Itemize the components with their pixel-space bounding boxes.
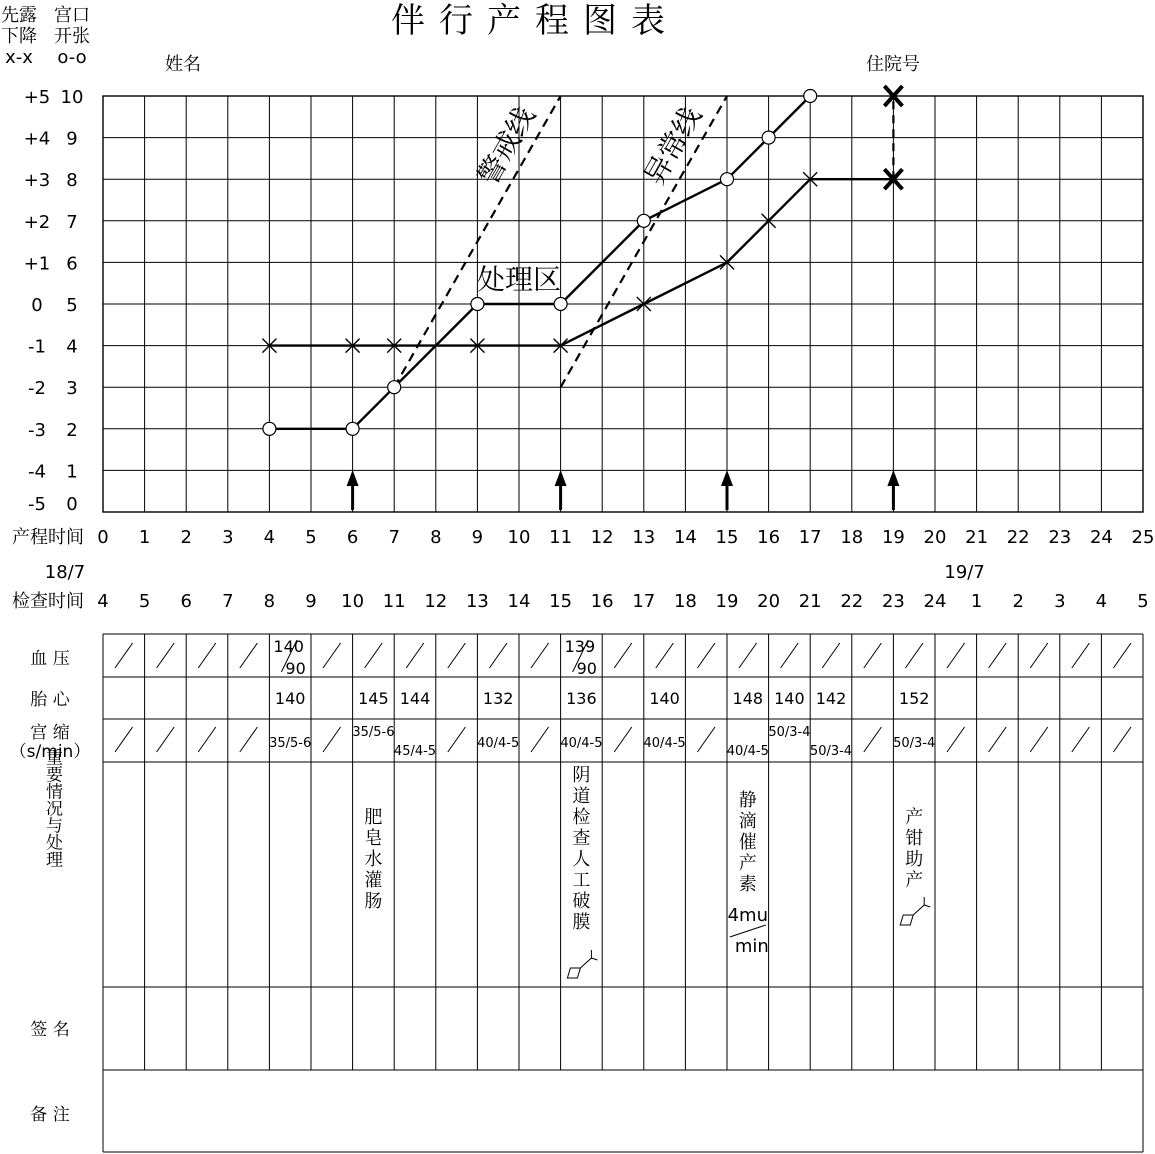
- event-note-char: 肠: [364, 891, 383, 912]
- contraction-value: 50/3-4: [893, 736, 936, 751]
- event-note-char: 灌: [364, 870, 383, 891]
- x-tick-label: 23: [1048, 527, 1072, 548]
- exam-hour-label: 13: [465, 591, 489, 612]
- event-note-char: 道: [572, 786, 591, 807]
- x-tick-label: 10: [507, 527, 531, 548]
- contraction-value: 40/4-5: [560, 736, 603, 751]
- contraction-empty-slash: [947, 727, 965, 752]
- dilation-column-header: 宫口: [54, 5, 90, 26]
- dilation-point: [804, 90, 817, 103]
- exam-hour-label: 17: [632, 591, 656, 612]
- exam-date-next: 19/7: [944, 562, 985, 583]
- descent-tick-label: +1: [23, 253, 51, 275]
- fhr-value: 148: [732, 689, 764, 708]
- event-note: [572, 765, 590, 933]
- x-tick-label: 13: [632, 527, 656, 548]
- x-tick-label: 25: [1131, 527, 1155, 548]
- bp-empty-slash: [198, 643, 216, 668]
- bp-empty-slash: [739, 643, 757, 668]
- x-tick-label: 20: [923, 527, 947, 548]
- event-note: [905, 807, 923, 891]
- x-tick-label: 5: [305, 527, 317, 548]
- event-note-char: 钳: [905, 828, 924, 849]
- bp-diastolic: 90: [285, 659, 306, 678]
- bp-empty-slash: [1072, 643, 1090, 668]
- exam-hour-label: 19: [715, 591, 739, 612]
- bp-empty-slash: [697, 643, 715, 668]
- series-layer: [262, 86, 902, 510]
- forceps-icon-handle: [913, 897, 930, 915]
- exam-hour-label: 8: [263, 591, 276, 612]
- event-note-char: 产: [738, 853, 757, 874]
- exam-hour-label: 10: [341, 591, 365, 612]
- bp-systolic: 140: [273, 637, 304, 656]
- event-note-char: 检: [572, 807, 591, 828]
- fhr-value: 142: [815, 689, 847, 708]
- event-note-char: 查: [572, 828, 591, 849]
- contraction-empty-slash: [240, 727, 258, 752]
- contraction-value: 40/4-5: [477, 736, 520, 751]
- contraction-empty-slash: [1113, 727, 1131, 752]
- x-tick-label: 18: [840, 527, 864, 548]
- contraction-empty-slash: [157, 727, 175, 752]
- event-note-char: 静: [738, 790, 757, 811]
- header: [1, 1, 920, 75]
- contraction-value: 50/3-4: [768, 725, 811, 740]
- descent-tick-label: -3: [28, 419, 46, 441]
- dose-numerator: 4mu: [727, 905, 769, 926]
- contraction-value: 50/3-4: [809, 744, 853, 759]
- descent-column-header: 下降: [1, 26, 37, 47]
- admission-number-label: 住院号: [866, 54, 920, 75]
- fhr-value: 144: [399, 689, 431, 708]
- x-tick-label: 19: [881, 527, 905, 548]
- exam-hour-label: 4: [97, 591, 109, 612]
- contraction-value: 35/5-6: [352, 725, 395, 740]
- event-arrow-head: [347, 470, 359, 486]
- forceps-icon-handle: [580, 950, 597, 968]
- dilation-tick-label: 10: [60, 87, 84, 108]
- forceps-icon-blade: [567, 968, 580, 978]
- contraction-empty-slash: [864, 727, 882, 752]
- exam-hour-label: 22: [840, 591, 864, 612]
- dilation-tick-label: 6: [66, 253, 78, 275]
- event-note-char: 工: [572, 870, 591, 891]
- x-tick-label: 12: [590, 527, 614, 548]
- x-tick-label: 16: [757, 527, 781, 548]
- descent-column-header: 先露: [1, 5, 37, 26]
- exam-hour-label: 23: [881, 591, 905, 612]
- event-note-char: 产: [905, 870, 924, 891]
- exam-hour-label: 2: [1012, 591, 1024, 612]
- bp-empty-slash: [531, 643, 549, 668]
- contraction-unit-label: （s/min）: [9, 742, 91, 762]
- descent-tick-label: -4: [28, 461, 46, 483]
- descent-tick-label: +5: [23, 87, 51, 108]
- forceps-icon-blade: [900, 915, 913, 925]
- remarks-row-label: 备 注: [30, 1105, 70, 1125]
- x-tick-label: 4: [263, 527, 276, 548]
- exam-hour-label: 16: [590, 591, 614, 612]
- x-tick-label: 24: [1089, 527, 1113, 548]
- event-note-char: 破: [572, 891, 591, 912]
- sign-row-label: 签 名: [30, 1020, 70, 1040]
- descent-tick-label: +4: [23, 128, 51, 150]
- dilation-tick-label: 5: [66, 295, 78, 316]
- reference-line-label: 警戒线: [471, 101, 542, 191]
- bp-empty-slash: [323, 643, 341, 668]
- contraction-empty-slash: [614, 727, 632, 752]
- exam-hour-label: 12: [424, 591, 448, 612]
- descent-tick-label: 0: [31, 295, 43, 316]
- event-note-char: 阴: [572, 765, 591, 786]
- exam-hour-label: 5: [1137, 591, 1149, 612]
- contraction-value: 45/4-5: [393, 744, 437, 759]
- axis-labels: [12, 87, 1154, 548]
- contraction-empty-slash: [198, 727, 216, 752]
- page-title: 伴行产程图表: [391, 1, 679, 41]
- fhr-row-label: 胎 心: [30, 690, 70, 710]
- x-axis-label: 产程时间: [12, 527, 84, 548]
- bp-empty-slash: [822, 643, 840, 668]
- exam-hour-label: 18: [673, 591, 697, 612]
- bp-empty-slash: [947, 643, 965, 668]
- event-note-char: 产: [905, 807, 924, 828]
- bp-empty-slash: [115, 643, 133, 668]
- bp-empty-slash: [656, 643, 674, 668]
- bp-diastolic: 90: [576, 659, 597, 678]
- dilation-column-header: o-o: [57, 47, 87, 68]
- fhr-value: 140: [774, 689, 805, 708]
- contraction-empty-slash: [448, 727, 466, 752]
- name-label: 姓名: [165, 54, 201, 75]
- x-tick-label: 17: [798, 527, 822, 548]
- bp-row-label: 血 压: [30, 649, 70, 669]
- fhr-value: 145: [358, 689, 389, 708]
- bp-empty-slash: [781, 643, 799, 668]
- contraction-row-label: 宫 缩: [30, 723, 70, 743]
- bp-empty-slash: [240, 643, 258, 668]
- descent-column-header: x-x: [5, 47, 33, 68]
- x-tick-label: 9: [471, 527, 484, 548]
- exam-hour-label: 6: [180, 591, 192, 612]
- contraction-empty-slash: [1030, 727, 1048, 752]
- descent-tick-label: +3: [23, 170, 51, 192]
- events-row-label: 重要情况与处理: [42, 748, 62, 868]
- bp-empty-slash: [989, 643, 1007, 668]
- event-note: [739, 790, 757, 895]
- exam-hour-label: 5: [138, 591, 151, 612]
- fhr-value: 132: [482, 689, 514, 708]
- descent-tick-label: +2: [23, 211, 51, 233]
- x-tick-label: 1: [138, 527, 151, 548]
- dilation-point: [388, 381, 401, 394]
- contraction-empty-slash: [115, 727, 133, 752]
- contraction-empty-slash: [531, 727, 549, 752]
- dilation-point: [762, 131, 775, 144]
- fhr-value: 140: [274, 689, 306, 708]
- treatment-zone-label: 处理区: [476, 263, 562, 297]
- event-arrow: [887, 470, 899, 510]
- event-arrow-head: [721, 470, 733, 486]
- forceps-icon: [900, 897, 930, 925]
- forceps-icon: [567, 950, 597, 978]
- bp-empty-slash: [448, 643, 466, 668]
- bp-empty-slash: [1030, 643, 1048, 668]
- bp-empty-slash: [406, 643, 424, 668]
- x-tick-label: 21: [965, 527, 989, 548]
- exam-hour-label: 21: [798, 591, 822, 612]
- dilation-tick-label: 3: [66, 378, 78, 400]
- bp-empty-slash: [864, 643, 882, 668]
- event-note: [364, 807, 382, 912]
- exam-hour-label: 15: [549, 591, 573, 612]
- contraction-value: 35/5-6: [269, 736, 312, 751]
- x-tick-label: 0: [97, 527, 109, 548]
- exam-hour-label: 20: [757, 591, 781, 612]
- dilation-tick-label: 4: [66, 336, 78, 358]
- dilation-point: [263, 422, 276, 435]
- dilation-tick-label: 1: [66, 461, 78, 483]
- exam-hour-label: 7: [222, 591, 234, 612]
- event-note-char: 膜: [572, 912, 591, 933]
- x-tick-label: 22: [1006, 527, 1030, 548]
- descent-tick-label: -1: [28, 336, 46, 358]
- event-note-char: 助: [905, 849, 924, 870]
- dilation-tick-label: 0: [66, 494, 78, 515]
- exam-hour-label: 3: [1054, 591, 1066, 612]
- dilation-tick-label: 2: [66, 419, 78, 441]
- dilation-point: [346, 422, 359, 435]
- bp-empty-slash: [489, 643, 507, 668]
- dilation-tick-label: 7: [66, 211, 78, 233]
- reference-line-label: 异常线: [637, 101, 708, 191]
- event-note-char: 肥: [364, 807, 383, 828]
- exam-hour-label: 11: [382, 591, 406, 612]
- bp-empty-slash: [157, 643, 175, 668]
- bp-systolic: 139: [564, 637, 596, 656]
- event-note-char: 皂: [364, 828, 383, 849]
- exam-hour-label: 1: [970, 591, 983, 612]
- exam-hour-label: 4: [1095, 591, 1108, 612]
- bp-empty-slash: [1113, 643, 1131, 668]
- x-tick-label: 6: [346, 527, 359, 548]
- dilation-point: [554, 298, 567, 311]
- descent-tick-label: -5: [28, 494, 46, 515]
- descent-tick-label: -2: [28, 378, 46, 400]
- bp-empty-slash: [905, 643, 923, 668]
- contraction-empty-slash: [697, 727, 715, 752]
- record-table: [10, 562, 1149, 1152]
- exam-hour-label: 24: [923, 591, 947, 612]
- x-tick-label: 15: [715, 527, 739, 548]
- dilation-column-header: 开张: [54, 26, 90, 47]
- event-note-char: 催: [738, 832, 757, 853]
- x-tick-label: 7: [388, 527, 400, 548]
- bp-empty-slash: [614, 643, 632, 668]
- event-note-char: 滴: [738, 811, 757, 832]
- event-arrow: [721, 470, 733, 510]
- bp-empty-slash: [365, 643, 383, 668]
- dilation-tick-label: 8: [66, 170, 78, 192]
- dilation-point: [721, 173, 734, 186]
- dilation-point: [637, 214, 650, 227]
- fhr-value: 140: [649, 689, 680, 708]
- x-tick-label: 8: [430, 527, 442, 548]
- contraction-empty-slash: [1072, 727, 1090, 752]
- contraction-value: 40/4-5: [643, 736, 686, 751]
- event-note-char: 水: [364, 849, 383, 870]
- event-note-char: 人: [572, 849, 591, 870]
- contraction-empty-slash: [989, 727, 1007, 752]
- dilation-point: [471, 298, 484, 311]
- event-arrow-head: [887, 470, 899, 486]
- fhr-value: 152: [898, 689, 930, 708]
- fhr-value: 136: [566, 689, 597, 708]
- event-arrow: [347, 470, 359, 510]
- exam-hour-label: 14: [507, 591, 531, 612]
- contraction-value: 40/4-5: [726, 744, 769, 759]
- x-tick-label: 2: [180, 527, 192, 548]
- exam-date-start: 18/7: [44, 562, 86, 583]
- chart-grid: [103, 96, 1143, 512]
- dilation-tick-label: 9: [66, 128, 78, 150]
- x-tick-label: 14: [673, 527, 697, 548]
- event-note-char: 素: [738, 874, 757, 895]
- event-arrow: [555, 470, 567, 510]
- event-arrow-head: [555, 470, 567, 486]
- dose-denominator: min: [734, 936, 769, 957]
- x-tick-label: 3: [222, 527, 234, 548]
- x-tick-label: 11: [549, 527, 573, 548]
- exam-hour-label: 9: [305, 591, 317, 612]
- contraction-empty-slash: [323, 727, 341, 752]
- exam-time-label: 检查时间: [12, 591, 84, 612]
